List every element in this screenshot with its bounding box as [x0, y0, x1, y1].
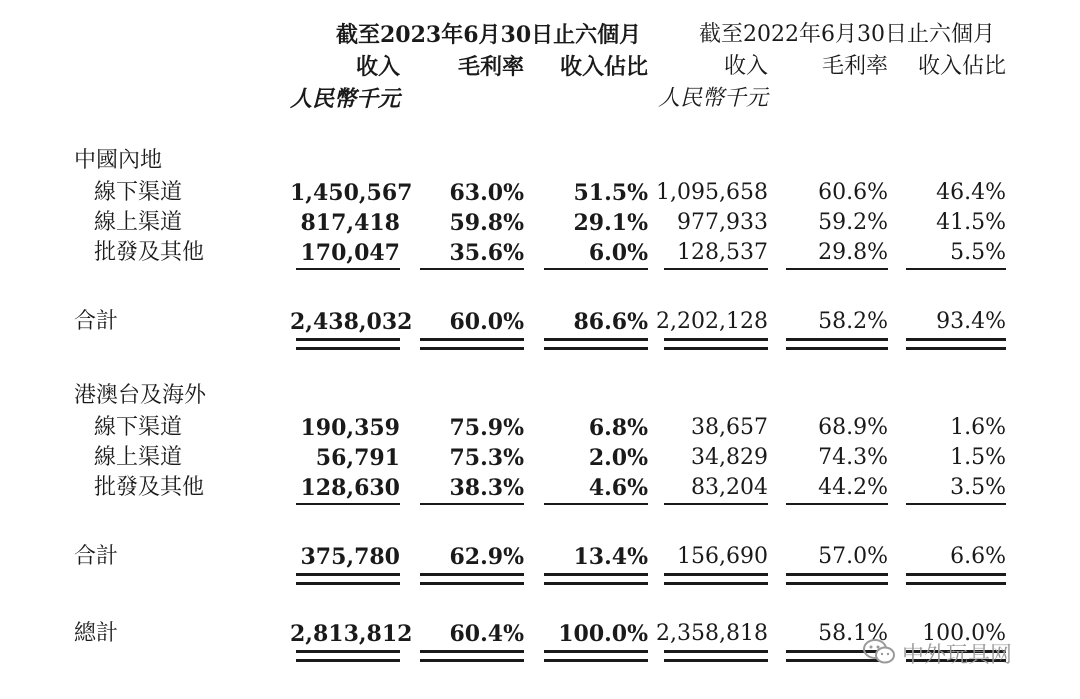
row-label: 線下渠道	[94, 180, 183, 205]
subtotal-rule	[544, 503, 648, 505]
cell: 128,630	[300, 475, 400, 501]
cell: 156,690	[677, 544, 768, 569]
row-label: 批發及其他	[94, 475, 205, 500]
period-2022-heading: 截至2022年6月30日止六個月	[699, 22, 995, 47]
cell: 68.9%	[818, 415, 888, 440]
subtotal-rule	[296, 503, 400, 505]
cell: 41.5%	[936, 210, 1006, 235]
col-revenue-2023: 收入	[355, 54, 400, 80]
cell: 3.5%	[950, 475, 1006, 500]
subtotal-rule	[544, 268, 648, 270]
watermark	[862, 636, 1062, 668]
cell: 62.9%	[449, 544, 524, 570]
cell: 93.4%	[936, 309, 1006, 334]
cell: 977,933	[677, 210, 768, 235]
double-rule	[664, 338, 768, 350]
cell: 375,780	[300, 544, 400, 570]
cell: 170,047	[300, 240, 400, 266]
double-rule	[544, 338, 648, 350]
cell: 60.4%	[449, 621, 524, 647]
col-share-2022: 收入佔比	[917, 54, 1006, 79]
double-rule	[296, 650, 400, 662]
cell: 29.1%	[573, 210, 648, 236]
cell: 75.3%	[449, 445, 524, 471]
cell: 5.5%	[950, 240, 1006, 265]
double-rule	[664, 573, 768, 585]
cell: 128,537	[677, 240, 768, 265]
cell: 86.6%	[573, 309, 648, 335]
cell: 100.0%	[558, 621, 648, 647]
double-rule	[786, 573, 888, 585]
section-title-overseas: 港澳台及海外	[74, 383, 207, 408]
cell: 51.5%	[573, 180, 648, 206]
subtotal-rule	[420, 268, 524, 270]
cell: 35.6%	[449, 240, 524, 266]
unit-2023: 人民幣千元	[289, 86, 400, 112]
cell: 13.4%	[573, 544, 648, 570]
unit-2022: 人民幣千元	[657, 86, 768, 111]
cell: 1,450,567	[290, 180, 413, 206]
col-margin-2022: 毛利率	[821, 54, 888, 79]
double-rule	[906, 338, 1006, 350]
cell: 46.4%	[936, 180, 1006, 205]
double-rule	[296, 573, 400, 585]
row-label: 線上渠道	[94, 210, 183, 235]
col-share-2023: 收入佔比	[559, 54, 648, 80]
cell: 44.2%	[818, 475, 888, 500]
cell: 2,202,128	[656, 309, 768, 334]
cell: 100.0%	[922, 621, 1006, 646]
subtotal-rule	[664, 503, 768, 505]
cell: 817,418	[300, 210, 400, 236]
subtotal-rule	[786, 268, 888, 270]
cell: 6.6%	[950, 544, 1006, 569]
cell: 59.8%	[449, 210, 524, 236]
cell: 58.2%	[818, 309, 888, 334]
cell: 57.0%	[818, 544, 888, 569]
cell: 2,438,032	[290, 309, 413, 335]
cell: 6.0%	[588, 240, 648, 266]
total-label: 合計	[74, 309, 119, 334]
cell: 59.2%	[818, 210, 888, 235]
cell: 60.0%	[449, 309, 524, 335]
subtotal-rule	[906, 503, 1006, 505]
cell: 74.3%	[818, 445, 888, 470]
cell: 29.8%	[818, 240, 888, 265]
double-rule	[786, 338, 888, 350]
col-revenue-2022: 收入	[723, 54, 768, 79]
cell: 6.8%	[588, 415, 648, 441]
subtotal-rule	[664, 268, 768, 270]
period-2023-heading: 截至2023年6月30日止六個月	[336, 22, 642, 48]
row-label: 線上渠道	[94, 445, 183, 470]
subtotal-rule	[906, 268, 1006, 270]
cell: 190,359	[300, 415, 400, 441]
cell: 34,829	[691, 445, 768, 470]
cell: 1,095,658	[656, 180, 768, 205]
total-label: 合計	[74, 544, 119, 569]
cell: 38.3%	[449, 475, 524, 501]
watermark-text: 中外玩具网	[902, 643, 1013, 668]
subtotal-rule	[296, 268, 400, 270]
double-rule	[420, 573, 524, 585]
cell: 1.5%	[950, 445, 1006, 470]
cell: 83,204	[691, 475, 768, 500]
cell: 2,813,812	[290, 621, 413, 647]
double-rule	[544, 650, 648, 662]
row-label: 線下渠道	[94, 415, 183, 440]
double-rule	[664, 650, 768, 662]
cell: 56,791	[315, 445, 400, 471]
double-rule	[420, 650, 524, 662]
cell: 4.6%	[588, 475, 648, 501]
row-label: 批發及其他	[94, 240, 205, 265]
col-margin-2023: 毛利率	[457, 54, 524, 80]
double-rule	[906, 573, 1006, 585]
wechat-icon	[862, 638, 896, 666]
cell: 2.0%	[588, 445, 648, 471]
subtotal-rule	[420, 503, 524, 505]
cell: 58.1%	[818, 621, 888, 646]
cell: 63.0%	[449, 180, 524, 206]
double-rule	[420, 338, 524, 350]
subtotal-rule	[786, 503, 888, 505]
cell: 2,358,818	[656, 621, 768, 646]
cell: 60.6%	[818, 180, 888, 205]
double-rule	[544, 573, 648, 585]
grand-total-label: 總計	[74, 621, 119, 646]
cell: 75.9%	[449, 415, 524, 441]
cell: 1.6%	[950, 415, 1006, 440]
section-title-mainland: 中國內地	[74, 148, 163, 173]
cell: 38,657	[691, 415, 768, 440]
double-rule	[296, 338, 400, 350]
